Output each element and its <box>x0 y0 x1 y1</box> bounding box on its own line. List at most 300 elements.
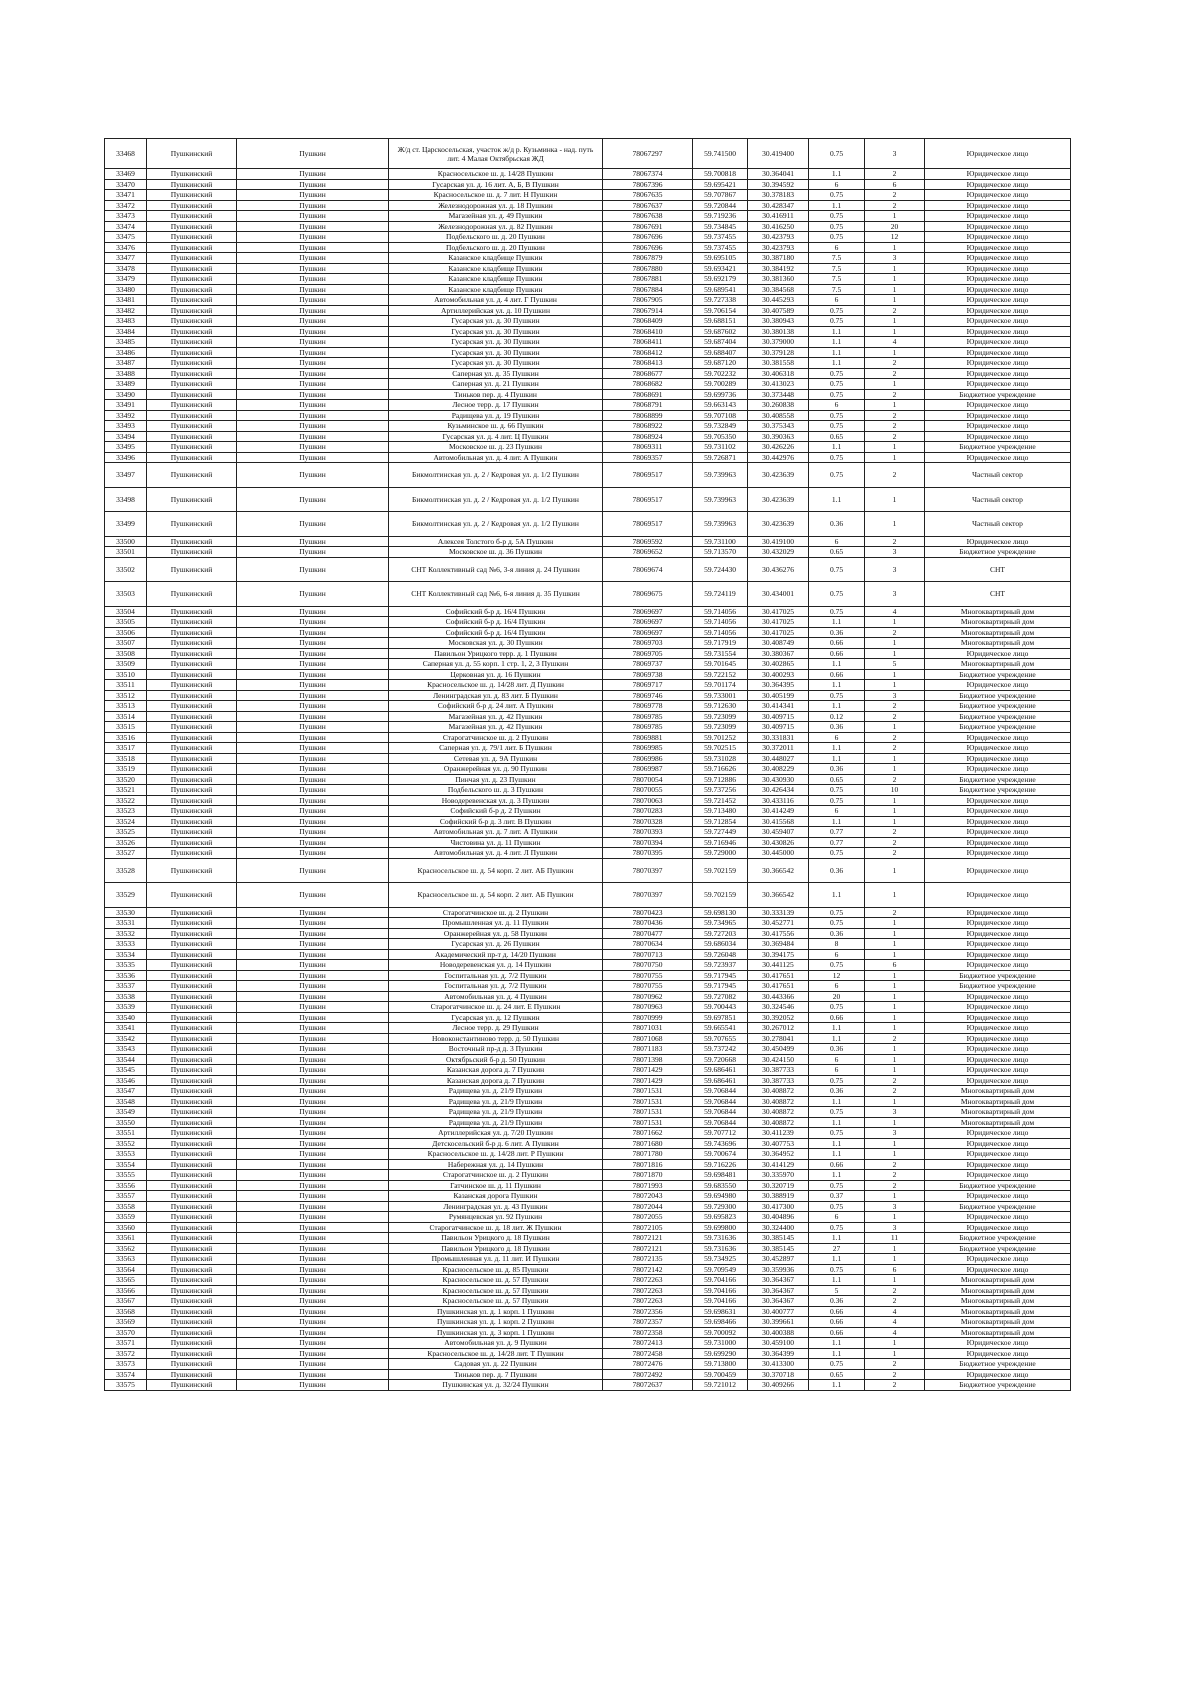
address-cell: Румянцевская ул. 92 Пушкин <box>389 1212 603 1223</box>
city-cell: Пушкин <box>237 1296 389 1307</box>
district-cell: Пушкинский <box>147 305 237 316</box>
longitude-cell: 30.450499 <box>748 1044 809 1055</box>
latitude-cell: 59.709549 <box>693 1264 748 1275</box>
row-id: 33510 <box>105 669 147 680</box>
quantity-cell: 4 <box>865 606 925 617</box>
latitude-cell: 59.722152 <box>693 669 748 680</box>
code-cell: 78067635 <box>603 190 693 201</box>
city-cell: Пушкин <box>237 557 389 582</box>
district-cell: Пушкинский <box>147 169 237 180</box>
quantity-cell: 2 <box>865 1359 925 1370</box>
quantity-cell: 5 <box>865 659 925 670</box>
address-cell: Пушкинская ул. д. 1 корп. 2 Пушкин <box>389 1317 603 1328</box>
longitude-cell: 30.445293 <box>748 295 809 306</box>
longitude-cell: 30.417025 <box>748 617 809 628</box>
table-row <box>105 883 1071 908</box>
volume-cell: 5 <box>809 1285 865 1296</box>
volume-cell: 0.36 <box>809 764 865 775</box>
owner-type-cell: Юридическое лицо <box>925 1128 1071 1139</box>
owner-type-cell: Многоквартирный дом <box>925 606 1071 617</box>
address-cell: Софийский б-р д. 16/4 Пушкин <box>389 617 603 628</box>
row-id: 33546 <box>105 1075 147 1086</box>
table-row <box>105 190 1071 201</box>
city-cell: Пушкин <box>237 463 389 488</box>
code-cell: 78067881 <box>603 274 693 285</box>
code-cell: 78069357 <box>603 452 693 463</box>
address-cell: Восточный пр-д д. 3 Пушкин <box>389 1044 603 1055</box>
code-cell: 78070397 <box>603 883 693 908</box>
code-cell: 78068682 <box>603 379 693 390</box>
code-cell: 78070634 <box>603 939 693 950</box>
quantity-cell: 1 <box>865 347 925 358</box>
table-row <box>105 442 1071 453</box>
code-cell: 78070962 <box>603 991 693 1002</box>
table-row <box>105 421 1071 432</box>
owner-type-cell: Юридическое лицо <box>925 816 1071 827</box>
latitude-cell: 59.689541 <box>693 284 748 295</box>
volume-cell: 0.75 <box>809 1075 865 1086</box>
longitude-cell: 30.381360 <box>748 274 809 285</box>
district-cell: Пушкинский <box>147 711 237 722</box>
city-cell: Пушкин <box>237 960 389 971</box>
district-cell: Пушкинский <box>147 606 237 617</box>
address-cell: Церковная ул. д. 16 Пушкин <box>389 669 603 680</box>
address-cell: Бикмолтинская ул. д. 2 / Кедровая ул. д. 1/2 Пушкин <box>389 487 603 512</box>
volume-cell: 1.1 <box>809 1275 865 1286</box>
longitude-cell: 30.436276 <box>748 557 809 582</box>
row-id: 33537 <box>105 981 147 992</box>
latitude-cell: 59.695823 <box>693 1212 748 1223</box>
owner-type-cell: Юридическое лицо <box>925 1222 1071 1233</box>
row-id: 33524 <box>105 816 147 827</box>
longitude-cell: 30.267012 <box>748 1023 809 1034</box>
address-cell: Автомобильная ул. д. 9 Пушкин <box>389 1338 603 1349</box>
owner-type-cell: Многоквартирный дом <box>925 1327 1071 1338</box>
city-cell: Пушкин <box>237 883 389 908</box>
volume-cell: 7.5 <box>809 263 865 274</box>
quantity-cell: 2 <box>865 1086 925 1097</box>
longitude-cell: 30.443366 <box>748 991 809 1002</box>
row-id: 33515 <box>105 722 147 733</box>
city-cell: Пушкин <box>237 389 389 400</box>
longitude-cell: 30.417025 <box>748 606 809 617</box>
latitude-cell: 59.737256 <box>693 785 748 796</box>
table-row <box>105 1170 1071 1181</box>
volume-cell: 1.1 <box>809 743 865 754</box>
address-cell: Подбельского ш. д. 20 Пушкин <box>389 242 603 253</box>
code-cell: 78067297 <box>603 139 693 169</box>
city-cell: Пушкин <box>237 512 389 537</box>
table-row <box>105 1369 1071 1380</box>
city-cell: Пушкин <box>237 169 389 180</box>
code-cell: 78069517 <box>603 512 693 537</box>
row-id: 33512 <box>105 690 147 701</box>
code-cell: 78070328 <box>603 816 693 827</box>
code-cell: 78072105 <box>603 1222 693 1233</box>
district-cell: Пушкинский <box>147 326 237 337</box>
table-row <box>105 1180 1071 1191</box>
row-id: 33479 <box>105 274 147 285</box>
volume-cell: 0.66 <box>809 1317 865 1328</box>
owner-type-cell: Юридическое лицо <box>925 358 1071 369</box>
longitude-cell: 30.364367 <box>748 1296 809 1307</box>
row-id: 33544 <box>105 1054 147 1065</box>
volume-cell: 1.1 <box>809 1233 865 1244</box>
address-cell: Садовая ул. д. 22 Пушкин <box>389 1359 603 1370</box>
city-cell: Пушкин <box>237 1201 389 1212</box>
row-id: 33551 <box>105 1128 147 1139</box>
owner-type-cell: Юридическое лицо <box>925 211 1071 222</box>
longitude-cell: 30.372011 <box>748 743 809 754</box>
owner-type-cell: Юридическое лицо <box>925 179 1071 190</box>
code-cell: 78069517 <box>603 487 693 512</box>
owner-type-cell: Бюджетное учреждение <box>925 981 1071 992</box>
quantity-cell: 4 <box>865 1306 925 1317</box>
latitude-cell: 59.721012 <box>693 1380 748 1391</box>
address-cell: Госпитальная ул. д. 7/2 Пушкин <box>389 981 603 992</box>
code-cell: 78069985 <box>603 743 693 754</box>
city-cell: Пушкин <box>237 1327 389 1338</box>
row-id: 33518 <box>105 753 147 764</box>
volume-cell: 1.1 <box>809 816 865 827</box>
district-cell: Пушкинский <box>147 582 237 607</box>
code-cell: 78069517 <box>603 463 693 488</box>
longitude-cell: 30.387180 <box>748 253 809 264</box>
longitude-cell: 30.385145 <box>748 1233 809 1244</box>
quantity-cell: 1 <box>865 816 925 827</box>
row-id: 33504 <box>105 606 147 617</box>
district-cell: Пушкинский <box>147 1275 237 1286</box>
code-cell: 78071531 <box>603 1117 693 1128</box>
table-row <box>105 200 1071 211</box>
city-cell: Пушкин <box>237 1380 389 1391</box>
district-cell: Пушкинский <box>147 939 237 950</box>
code-cell: 78072492 <box>603 1369 693 1380</box>
owner-type-cell: Юридическое лицо <box>925 200 1071 211</box>
code-cell: 78069697 <box>603 606 693 617</box>
table-row <box>105 1138 1071 1149</box>
city-cell: Пушкин <box>237 753 389 764</box>
district-cell: Пушкинский <box>147 907 237 918</box>
code-cell: 78070755 <box>603 970 693 981</box>
quantity-cell: 1 <box>865 1096 925 1107</box>
owner-type-cell: Бюджетное учреждение <box>925 722 1071 733</box>
quantity-cell: 2 <box>865 368 925 379</box>
row-id: 33561 <box>105 1233 147 1244</box>
owner-type-cell: Юридическое лицо <box>925 1264 1071 1275</box>
volume-cell: 1.1 <box>809 1348 865 1359</box>
row-id: 33567 <box>105 1296 147 1307</box>
owner-type-cell: Юридическое лицо <box>925 1191 1071 1202</box>
quantity-cell: 2 <box>865 627 925 638</box>
row-id: 33572 <box>105 1348 147 1359</box>
row-id: 33498 <box>105 487 147 512</box>
table-row <box>105 1233 1071 1244</box>
district-cell: Пушкинский <box>147 638 237 649</box>
code-cell: 78070436 <box>603 918 693 929</box>
table-row <box>105 785 1071 796</box>
address-cell: Гусарская ул. д. 30 Пушкин <box>389 337 603 348</box>
table-body <box>105 139 1071 1391</box>
district-cell: Пушкинский <box>147 764 237 775</box>
address-cell: Пушкинская ул. д. 1 корп. 1 Пушкин <box>389 1306 603 1317</box>
row-id: 33539 <box>105 1002 147 1013</box>
latitude-cell: 59.699290 <box>693 1348 748 1359</box>
longitude-cell: 30.445000 <box>748 848 809 859</box>
district-cell: Пушкинский <box>147 743 237 754</box>
city-cell: Пушкин <box>237 431 389 442</box>
longitude-cell: 30.387733 <box>748 1075 809 1086</box>
quantity-cell: 2 <box>865 701 925 712</box>
table-row <box>105 169 1071 180</box>
longitude-cell: 30.379128 <box>748 347 809 358</box>
row-id: 33497 <box>105 463 147 488</box>
longitude-cell: 30.375343 <box>748 421 809 432</box>
longitude-cell: 30.364395 <box>748 680 809 691</box>
quantity-cell: 2 <box>865 463 925 488</box>
code-cell: 78069705 <box>603 648 693 659</box>
city-cell: Пушкин <box>237 368 389 379</box>
volume-cell: 0.75 <box>809 1201 865 1212</box>
city-cell: Пушкин <box>237 1033 389 1044</box>
longitude-cell: 30.426226 <box>748 442 809 453</box>
city-cell: Пушкин <box>237 284 389 295</box>
city-cell: Пушкин <box>237 1117 389 1128</box>
longitude-cell: 30.417556 <box>748 928 809 939</box>
table-row <box>105 452 1071 463</box>
city-cell: Пушкин <box>237 1275 389 1286</box>
latitude-cell: 59.731554 <box>693 648 748 659</box>
district-cell: Пушкинский <box>147 379 237 390</box>
table-row <box>105 1264 1071 1275</box>
code-cell: 78071870 <box>603 1170 693 1181</box>
row-id: 33478 <box>105 263 147 274</box>
code-cell: 78070055 <box>603 785 693 796</box>
volume-cell: 1.1 <box>809 1033 865 1044</box>
code-cell: 78069697 <box>603 617 693 628</box>
quantity-cell: 1 <box>865 1138 925 1149</box>
code-cell: 78070423 <box>603 907 693 918</box>
longitude-cell: 30.364399 <box>748 1348 809 1359</box>
table-row <box>105 1159 1071 1170</box>
longitude-cell: 30.442976 <box>748 452 809 463</box>
owner-type-cell: Юридическое лицо <box>925 837 1071 848</box>
city-cell: Пушкин <box>237 928 389 939</box>
quantity-cell: 1 <box>865 326 925 337</box>
row-id: 33543 <box>105 1044 147 1055</box>
latitude-cell: 59.717945 <box>693 981 748 992</box>
latitude-cell: 59.739963 <box>693 487 748 512</box>
volume-cell: 6 <box>809 179 865 190</box>
table-row <box>105 1201 1071 1212</box>
city-cell: Пушкин <box>237 421 389 432</box>
city-cell: Пушкин <box>237 774 389 785</box>
code-cell: 78071183 <box>603 1044 693 1055</box>
latitude-cell: 59.732849 <box>693 421 748 432</box>
volume-cell: 6 <box>809 949 865 960</box>
city-cell: Пушкин <box>237 907 389 918</box>
address-cell: Автомобильная ул. д. 7 лит. А Пушкин <box>389 827 603 838</box>
volume-cell: 0.66 <box>809 638 865 649</box>
quantity-cell: 3 <box>865 557 925 582</box>
volume-cell: 1.1 <box>809 326 865 337</box>
longitude-cell: 30.320719 <box>748 1180 809 1191</box>
latitude-cell: 59.713480 <box>693 806 748 817</box>
longitude-cell: 30.333139 <box>748 907 809 918</box>
city-cell: Пушкин <box>237 1264 389 1275</box>
address-cell: Старогатчинское ш. д. 18 лит. Ж Пушкин <box>389 1222 603 1233</box>
latitude-cell: 59.727449 <box>693 827 748 838</box>
table-row <box>105 753 1071 764</box>
code-cell: 78071662 <box>603 1128 693 1139</box>
code-cell: 78069311 <box>603 442 693 453</box>
volume-cell: 6 <box>809 1065 865 1076</box>
address-cell: Подбельского ш. д. 3 Пушкин <box>389 785 603 796</box>
address-cell: Тиньков пер. д. 7 Пушкин <box>389 1369 603 1380</box>
row-id: 33482 <box>105 305 147 316</box>
address-cell: Ленинградская ул. д. 83 лит. Б Пушкин <box>389 690 603 701</box>
volume-cell: 0.75 <box>809 690 865 701</box>
volume-cell: 0.36 <box>809 1044 865 1055</box>
address-cell: Автомобильная ул. д. 4 лит. Г Пушкин <box>389 295 603 306</box>
row-id: 33470 <box>105 179 147 190</box>
longitude-cell: 30.369484 <box>748 939 809 950</box>
table-row <box>105 347 1071 358</box>
row-id: 33541 <box>105 1023 147 1034</box>
city-cell: Пушкин <box>237 582 389 607</box>
district-cell: Пушкинский <box>147 1359 237 1370</box>
address-cell: Красносельское ш. д. 54 корп. 2 лит. АБ Пушкин <box>389 883 603 908</box>
code-cell: 78067396 <box>603 179 693 190</box>
row-id: 33557 <box>105 1191 147 1202</box>
city-cell: Пушкин <box>237 785 389 796</box>
owner-type-cell: Юридическое лицо <box>925 295 1071 306</box>
table-row <box>105 316 1071 327</box>
owner-type-cell: Юридическое лицо <box>925 648 1071 659</box>
quantity-cell: 2 <box>865 389 925 400</box>
address-cell: Железнодорожная ул. д. 18 Пушкин <box>389 200 603 211</box>
quantity-cell: 1 <box>865 669 925 680</box>
table-row <box>105 1149 1071 1160</box>
district-cell: Пушкинский <box>147 1096 237 1107</box>
address-cell: Гусарская ул. д. 16 лит. А, Б, В Пушкин <box>389 179 603 190</box>
address-cell: Кузьминское ш. д. 66 Пушкин <box>389 421 603 432</box>
code-cell: 78068410 <box>603 326 693 337</box>
quantity-cell: 1 <box>865 981 925 992</box>
table-row <box>105 1054 1071 1065</box>
table-row <box>105 410 1071 421</box>
code-cell: 78070750 <box>603 960 693 971</box>
city-cell: Пушкин <box>237 701 389 712</box>
quantity-cell: 2 <box>865 711 925 722</box>
city-cell: Пушкин <box>237 1096 389 1107</box>
longitude-cell: 30.359936 <box>748 1264 809 1275</box>
table-row <box>105 295 1071 306</box>
latitude-cell: 59.698631 <box>693 1306 748 1317</box>
code-cell: 78072357 <box>603 1317 693 1328</box>
address-cell: Ленинградская ул. д. 43 Пушкин <box>389 1201 603 1212</box>
quantity-cell: 1 <box>865 949 925 960</box>
code-cell: 78071680 <box>603 1138 693 1149</box>
district-cell: Пушкинский <box>147 753 237 764</box>
code-cell: 78068899 <box>603 410 693 421</box>
row-id: 33560 <box>105 1222 147 1233</box>
volume-cell: 0.36 <box>809 1086 865 1097</box>
longitude-cell: 30.414129 <box>748 1159 809 1170</box>
district-cell: Пушкинский <box>147 883 237 908</box>
table-row <box>105 743 1071 754</box>
owner-type-cell: Юридическое лицо <box>925 316 1071 327</box>
row-id: 33564 <box>105 1264 147 1275</box>
longitude-cell: 30.385145 <box>748 1243 809 1254</box>
address-cell: Автомобильная ул. д. 4 лит. Л Пушкин <box>389 848 603 859</box>
quantity-cell: 1 <box>865 263 925 274</box>
table-row <box>105 379 1071 390</box>
address-cell: Чистовина ул. д. 11 Пушкин <box>389 837 603 848</box>
quantity-cell: 2 <box>865 200 925 211</box>
latitude-cell: 59.706844 <box>693 1086 748 1097</box>
city-cell: Пушкин <box>237 1086 389 1097</box>
code-cell: 78072413 <box>603 1338 693 1349</box>
city-cell: Пушкин <box>237 1044 389 1055</box>
code-cell: 78069986 <box>603 753 693 764</box>
table-row <box>105 701 1071 712</box>
quantity-cell: 2 <box>865 305 925 316</box>
district-cell: Пушкинский <box>147 1212 237 1223</box>
volume-cell: 0.75 <box>809 232 865 243</box>
address-cell: Гусарская ул. д. 30 Пушкин <box>389 358 603 369</box>
latitude-cell: 59.687602 <box>693 326 748 337</box>
quantity-cell: 1 <box>865 295 925 306</box>
volume-cell: 0.66 <box>809 1159 865 1170</box>
quantity-cell: 2 <box>865 1380 925 1391</box>
code-cell: 78070397 <box>603 858 693 883</box>
quantity-cell: 4 <box>865 1327 925 1338</box>
district-cell: Пушкинский <box>147 949 237 960</box>
address-cell: Казанская дорога д. 7 Пушкин <box>389 1065 603 1076</box>
owner-type-cell: Юридическое лицо <box>925 764 1071 775</box>
district-cell: Пушкинский <box>147 795 237 806</box>
longitude-cell: 30.400293 <box>748 669 809 680</box>
city-cell: Пушкин <box>237 410 389 421</box>
row-id: 33487 <box>105 358 147 369</box>
table-row <box>105 1086 1071 1097</box>
longitude-cell: 30.387733 <box>748 1065 809 1076</box>
volume-cell: 0.66 <box>809 669 865 680</box>
district-cell: Пушкинский <box>147 669 237 680</box>
latitude-cell: 59.695421 <box>693 179 748 190</box>
quantity-cell: 4 <box>865 1317 925 1328</box>
table-row <box>105 431 1071 442</box>
latitude-cell: 59.700818 <box>693 169 748 180</box>
city-cell: Пушкин <box>237 242 389 253</box>
district-cell: Пушкинский <box>147 1233 237 1244</box>
district-cell: Пушкинский <box>147 421 237 432</box>
address-cell: Софийский б-р д. 16/4 Пушкин <box>389 627 603 638</box>
longitude-cell: 30.407589 <box>748 305 809 316</box>
volume-cell: 1.1 <box>809 1338 865 1349</box>
quantity-cell: 1 <box>865 1044 925 1055</box>
code-cell: 78069697 <box>603 627 693 638</box>
longitude-cell: 30.400777 <box>748 1306 809 1317</box>
city-cell: Пушкин <box>237 379 389 390</box>
district-cell: Пушкинский <box>147 918 237 929</box>
longitude-cell: 30.364952 <box>748 1149 809 1160</box>
code-cell: 78069737 <box>603 659 693 670</box>
owner-type-cell: Бюджетное учреждение <box>925 690 1071 701</box>
district-cell: Пушкинский <box>147 1138 237 1149</box>
district-cell: Пушкинский <box>147 547 237 558</box>
